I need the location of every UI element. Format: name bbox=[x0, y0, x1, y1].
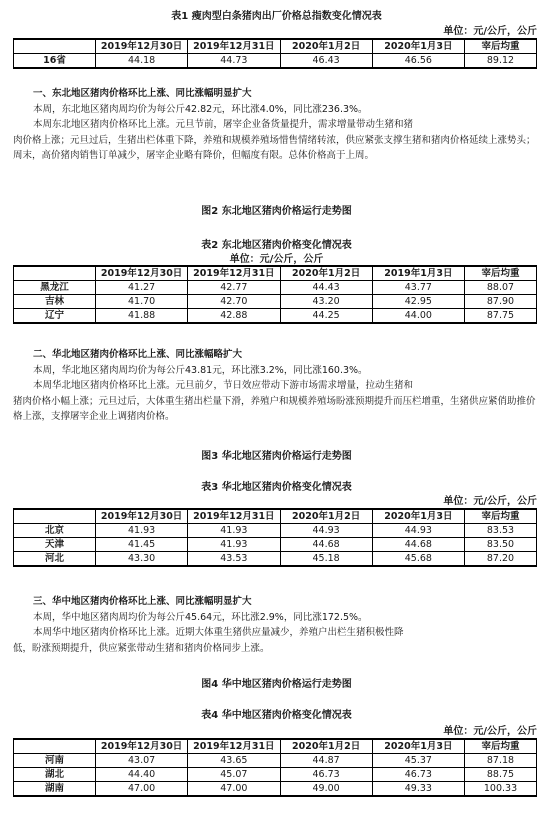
value-cell: 41.70 bbox=[96, 295, 188, 309]
region-cell: 河南 bbox=[14, 754, 96, 768]
table4 bbox=[13, 738, 537, 797]
column-header: 宰后均重 bbox=[465, 39, 537, 54]
column-header: 2020年1月3日 bbox=[372, 39, 464, 54]
section2-detail-line1: 本周华北地区猪肉价格环比上涨。元旦前夕，节日效应带动下游市场需求增量，拉动生猪和 bbox=[33, 380, 414, 391]
value-cell: 45.68 bbox=[372, 552, 464, 567]
value-cell: 44.00 bbox=[372, 309, 464, 324]
section1-detail-line1: 本周东北地区猪肉价格环比上涨。元旦节前，屠宰企业备货量提升，需求增量带动生猪和猪 bbox=[33, 119, 414, 130]
value-cell: 45.37 bbox=[372, 754, 464, 768]
value-cell: 83.50 bbox=[465, 538, 537, 552]
value-cell: 43.30 bbox=[96, 552, 188, 567]
region-cell: 北京 bbox=[14, 524, 96, 538]
value-cell: 44.40 bbox=[96, 768, 188, 782]
table-row bbox=[14, 309, 537, 324]
section2-detail-rest: 猪肉价格小幅上涨；元旦过后，大体重生猪出栏量下滑，养殖户和规模养殖场盼涨预期提升而压栏增重，生猪供应紧俏助推价格上涨，支撑屠宰企业上调猪肉价格。 bbox=[13, 395, 536, 422]
table-row bbox=[14, 538, 537, 552]
section1-heading: 一、东北地区猪肉价格环比上涨、同比涨幅明显扩大 bbox=[33, 88, 252, 99]
column-header: 2019年12月30日 bbox=[96, 39, 188, 54]
table-row bbox=[14, 754, 537, 768]
value-cell: 41.27 bbox=[96, 281, 188, 295]
column-header: 2019年12月31日 bbox=[188, 739, 280, 754]
region-cell: 黑龙江 bbox=[14, 281, 96, 295]
section3-summary: 本周，华中地区猪肉周均价为每公斤45.64元，环比涨2.9%，同比涨172.5%。 bbox=[33, 611, 368, 623]
value-cell: 44.25 bbox=[280, 309, 372, 324]
region-cell: 16省 bbox=[14, 54, 96, 69]
region-cell: 辽宁 bbox=[14, 309, 96, 324]
value-cell: 89.12 bbox=[465, 54, 537, 69]
column-header: 2020年1月3日 bbox=[372, 739, 464, 754]
column-header: 2020年1月2日 bbox=[280, 739, 372, 754]
table3-title: 表3 华北地区猪肉价格变化情况表 bbox=[201, 482, 352, 493]
column-header: 2019年12月31日 bbox=[188, 39, 280, 54]
figure4-title: 图4 华中地区猪肉价格运行走势图 bbox=[201, 679, 352, 690]
table1-title: 表1 瘦肉型白条猪肉出厂价格总指数变化情况表 bbox=[171, 11, 382, 22]
value-cell: 49.33 bbox=[372, 782, 464, 797]
section3 bbox=[13, 594, 541, 656]
value-cell: 46.43 bbox=[280, 54, 372, 69]
value-cell: 43.07 bbox=[96, 754, 188, 768]
region-cell: 吉林 bbox=[14, 295, 96, 309]
region-cell: 天津 bbox=[14, 538, 96, 552]
value-cell: 45.07 bbox=[188, 768, 280, 782]
region-cell: 湖北 bbox=[14, 768, 96, 782]
section1-summary: 本周，东北地区猪肉周均价为每公斤42.82元，环比涨4.0%，同比涨236.3%。 bbox=[33, 103, 368, 115]
table4-unit: 单位：元/公斤，公斤 bbox=[443, 726, 537, 737]
value-cell: 100.33 bbox=[465, 782, 537, 797]
value-cell: 44.43 bbox=[280, 281, 372, 295]
section2 bbox=[13, 347, 541, 425]
column-header: 宰后均重 bbox=[465, 509, 537, 524]
value-cell: 43.20 bbox=[280, 295, 372, 309]
column-header: 2019年12月31日 bbox=[188, 509, 280, 524]
table3 bbox=[13, 508, 537, 567]
column-header: 2019年12月30日 bbox=[96, 739, 188, 754]
value-cell: 41.93 bbox=[96, 524, 188, 538]
table3-unit: 单位：元/公斤，公斤 bbox=[443, 496, 537, 507]
table4-header-row bbox=[14, 739, 537, 754]
section1 bbox=[13, 86, 541, 164]
value-cell: 46.56 bbox=[372, 54, 464, 69]
value-cell: 44.73 bbox=[188, 54, 280, 69]
table1-corner bbox=[14, 39, 96, 54]
table-row bbox=[14, 782, 537, 797]
value-cell: 42.77 bbox=[188, 281, 280, 295]
region-cell: 河北 bbox=[14, 552, 96, 567]
table2-unit: 单位：元/公斤，公斤 bbox=[229, 254, 324, 265]
section3-detail-rest: 低，盼涨预期提升，供应紧张带动生猪和猪肉价格同步上涨。 bbox=[13, 642, 270, 654]
value-cell: 88.07 bbox=[465, 281, 537, 295]
value-cell: 46.73 bbox=[372, 768, 464, 782]
value-cell: 42.88 bbox=[188, 309, 280, 324]
value-cell: 43.53 bbox=[188, 552, 280, 567]
table-row bbox=[14, 524, 537, 538]
value-cell: 44.68 bbox=[372, 538, 464, 552]
column-header: 2019年12月30日 bbox=[96, 509, 188, 524]
region-cell: 湖南 bbox=[14, 782, 96, 797]
table-row bbox=[14, 552, 537, 567]
column-header: 2020年1月2日 bbox=[280, 266, 372, 281]
value-cell: 87.75 bbox=[465, 309, 537, 324]
value-cell: 49.00 bbox=[280, 782, 372, 797]
value-cell: 44.68 bbox=[280, 538, 372, 552]
value-cell: 44.18 bbox=[96, 54, 188, 69]
value-cell: 47.00 bbox=[96, 782, 188, 797]
column-header: 宰后均重 bbox=[465, 739, 537, 754]
table1 bbox=[13, 38, 537, 69]
table-row bbox=[14, 54, 537, 69]
table2-corner bbox=[14, 266, 96, 281]
section2-heading: 二、华北地区猪肉价格环比上涨、同比涨幅略扩大 bbox=[33, 349, 243, 360]
value-cell: 87.90 bbox=[465, 295, 537, 309]
value-cell: 41.93 bbox=[188, 538, 280, 552]
table3-header-row bbox=[14, 509, 537, 524]
table1-unit: 单位：元/公斤，公斤 bbox=[443, 26, 537, 37]
column-header: 2020年1月3日 bbox=[372, 509, 464, 524]
section3-heading: 三、华中地区猪肉价格环比上涨、同比涨幅明显扩大 bbox=[33, 596, 252, 607]
value-cell: 46.73 bbox=[280, 768, 372, 782]
value-cell: 44.93 bbox=[280, 524, 372, 538]
section3-detail-line1: 本周华中地区猪肉价格环比上涨。近期大体重生猪供应量减少，养殖户出栏生猪积极性降 bbox=[33, 627, 404, 638]
value-cell: 42.95 bbox=[372, 295, 464, 309]
table4-corner bbox=[14, 739, 96, 754]
value-cell: 41.45 bbox=[96, 538, 188, 552]
value-cell: 83.53 bbox=[465, 524, 537, 538]
table2 bbox=[13, 265, 537, 324]
column-header: 2019年12月31日 bbox=[188, 266, 280, 281]
column-header: 2019年12月30日 bbox=[96, 266, 188, 281]
table4-title: 表4 华中地区猪肉价格变化情况表 bbox=[201, 710, 352, 721]
column-header: 2020年1月2日 bbox=[280, 509, 372, 524]
value-cell: 88.75 bbox=[465, 768, 537, 782]
column-header: 宰后均重 bbox=[465, 266, 537, 281]
value-cell: 41.93 bbox=[188, 524, 280, 538]
table-row bbox=[14, 768, 537, 782]
value-cell: 87.18 bbox=[465, 754, 537, 768]
table1-header-row bbox=[14, 39, 537, 54]
section2-summary: 本周，华北地区猪肉周均价为每公斤43.81元，环比涨3.2%，同比涨160.3%。 bbox=[33, 364, 368, 376]
table2-header-row bbox=[14, 266, 537, 281]
column-header: 2020年1月2日 bbox=[280, 39, 372, 54]
value-cell: 44.93 bbox=[372, 524, 464, 538]
table-row bbox=[14, 281, 537, 295]
table3-corner bbox=[14, 509, 96, 524]
value-cell: 47.00 bbox=[188, 782, 280, 797]
table2-title: 表2 东北地区猪肉价格变化情况表 bbox=[201, 240, 352, 251]
column-header: 2019年1月3日 bbox=[372, 266, 464, 281]
table-row bbox=[14, 295, 537, 309]
value-cell: 42.70 bbox=[188, 295, 280, 309]
value-cell: 43.77 bbox=[372, 281, 464, 295]
value-cell: 41.88 bbox=[96, 309, 188, 324]
section1-detail-rest: 肉价格上涨；元旦过后，生猪出栏体重下降，养殖和规模养殖场惜售情绪转浓，供应紧张支撑生猪和猪肉价格延续上涨势头；周末，高价猪肉销售订单减少，屠宰企业略有降价，但幅度有限。总体价格高于上周。 bbox=[13, 134, 536, 161]
value-cell: 44.87 bbox=[280, 754, 372, 768]
figure2-title: 图2 东北地区猪肉价格运行走势图 bbox=[201, 206, 352, 217]
figure3-title: 图3 华北地区猪肉价格运行走势图 bbox=[201, 451, 352, 462]
value-cell: 45.18 bbox=[280, 552, 372, 567]
value-cell: 43.65 bbox=[188, 754, 280, 768]
value-cell: 87.20 bbox=[465, 552, 537, 567]
